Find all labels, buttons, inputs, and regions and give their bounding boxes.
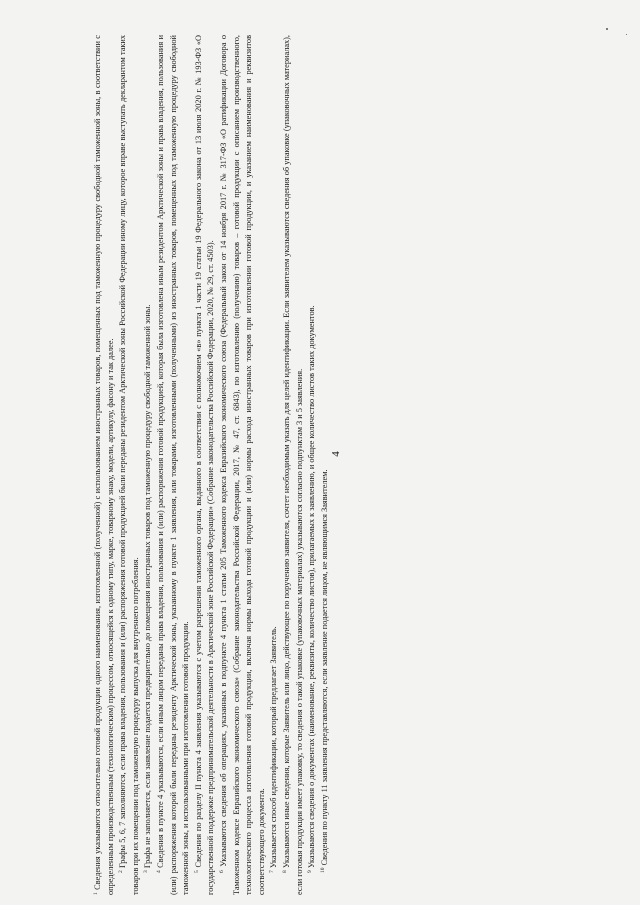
footnote-text: Сведения указываются относительно готовой продукции одного наименования, изготовленной (полученной) с использованием иностранных товаров, помещенных под таможенную процедуру свободной таможенной зоны, в соответствии с определенным производственным (технологическим) процессом, относящейся к одному типу, марке, товарному знаку, модели, артикулу, фасону и так далее. [93, 35, 115, 895]
footnote [155, 35, 193, 895]
footnote [117, 35, 142, 895]
scan-speck [626, 34, 627, 35]
page-number: 4 [330, 451, 342, 457]
footnote [281, 35, 306, 895]
footnote-mark: 9 [307, 870, 314, 873]
footnote-text: Указываются сведения об операциях, указанных в подпункте 4 пункта 1 статьи 205 Таможенного кодекса Евразийского экономического союза (Федеральный закон от 14 ноября 2017 г. № 317-ФЗ «О ратификации Договора о Таможенном кодексе Евразийского экономического союза» (Собрание законодательства Российской Федерации, 2017, № 47, ст. 6843), по изготовлению (получению) товаров – готовой продукции с описанием производственного, технологического процесса изготовления готовой продукции, включая нормы выхода готовой продукции и (или) нормы расхода иностранных товаров при изготовлении готовой продукции, и указанием наименования и реквизитов соответствующего документа. [218, 35, 266, 895]
footnote-text: Указывается способ идентификации, который предлагает Заявитель. [269, 626, 279, 869]
footnote-text: Графы 5, 6, 7 заполняются, если права владения, пользования и (или) распоряжения готовой продукцией были переданы резидентом Арктической зоны Российской Федерации иному лицу, которое вправе выступать декларантом таких товаров при их помещении под таможенную процедуру выпуска для внутреннего потребления. [118, 35, 140, 895]
footnote-mark: 3 [143, 870, 150, 873]
footnote [268, 35, 281, 895]
footnote [319, 35, 332, 895]
footnote-mark: 1 [93, 892, 99, 895]
scan-speck [606, 28, 608, 30]
footnote-mark: 5 [193, 870, 200, 873]
footnote-mark: 6 [218, 870, 225, 873]
footnote-mark: 8 [281, 870, 288, 873]
footnote-mark: 10 [319, 867, 326, 873]
footnote-text: Сведения по разделу II пункта 4 заявления указываются с учетом разрешения таможенного органа, выданного в соответствии с полномочием «в» пункта 1 части 19 статьи 19 Федерального закона от 13 июля 2020 г. № 193-ФЗ «О государственной поддержке предпринимательской деятельности в Арктической зоне Российской Федерации» (Собрание законодательства Российской Федерации, 2020, № 29, ст. 4503). [193, 34, 216, 895]
footnote-text: Сведения в пункте 4 указываются, если иным лицом переданы права владения, пользования и (или) распоряжения готовой продукцией, которая была изготовлена иным резидентом Арктической зоны и права владения, пользования и (или) распоряжения которой были переданы резиденту Арктической зоны, указанному в пункте 1 заявления, или товарами, изготовленными (полученными) из иностранных товаров, помещенных под таможенную процедуру свободной таможенной зоны, и использованными при изготовлении готовой продукции. [155, 34, 191, 895]
footnote-mark: 2 [118, 870, 125, 873]
footnote [142, 35, 155, 895]
footnote-text: Указываются иные сведения, которые Заявитель или лицо, действующее по поручению заявителя, сочтет необходимым указать для целей идентификации. Если заявителем указываются сведения об упаковке (упаковочных материалах), если готовая продукция имеет упаковку, то сведения о такой упаковке (упаковочных материалах) указываются согласно подпунктам 3 и 5 заявления. [281, 34, 304, 895]
footnote-mark: 7 [269, 870, 276, 873]
footnote-text: Сведения по пункту 11 заявления представляются, если заявление подается лицом, не являющимся Заявителем. [319, 469, 329, 866]
footnotes-block [92, 35, 331, 895]
footnote-text: Графа не заполняется, если заявление подается предварительно до помещения иностранных товаров под таможенную процедуру свободной таможенной зоны. [143, 304, 153, 869]
footnote [92, 35, 117, 895]
footnote [306, 35, 319, 895]
footnote-mark: 4 [155, 870, 162, 873]
footnote [193, 35, 218, 895]
footnote-text: Указываются сведения о документах (наименование, реквизиты, количество листов), прилагаемых к заявлению, и общее количество листов таких документов. [307, 305, 317, 869]
footnote [218, 35, 268, 895]
